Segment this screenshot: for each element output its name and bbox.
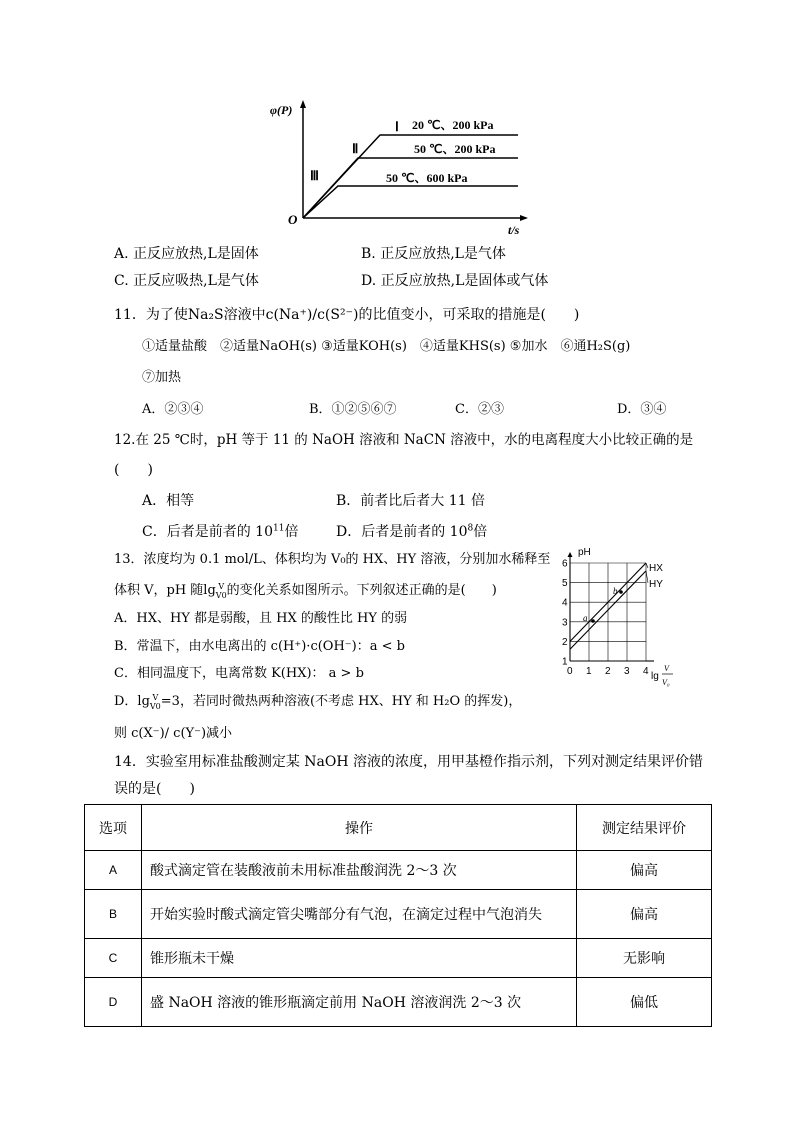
- q14-line1: 14．实验室用标准盐酸测定某 NaOH 溶液的浓度，用甲基橙作指示剂，下列对测定结果评价错: [114, 754, 703, 770]
- row-operation: 酸式滴定管在装酸液前未用标准盐酸润洗 2～3 次: [142, 851, 577, 890]
- q14-line2: 误的是( ): [114, 781, 195, 797]
- q12-option-c: C．后者是前者的 $10^{11}$倍: [142, 523, 299, 540]
- table-row: [85, 939, 712, 978]
- table-row: [85, 978, 712, 1027]
- curve-I-condition: 20 ℃、200 kPa: [412, 118, 494, 132]
- q13-option-d-line2: 则 c(X⁻)/ c(Y⁻)减小: [114, 726, 233, 741]
- row-evaluation: 偏高: [577, 890, 712, 939]
- y-tick-label: 3: [562, 617, 568, 629]
- row-operation: 开始实验时酸式滴定管尖嘴部分有气泡，在滴定过程中气泡消失: [142, 890, 577, 939]
- row-evaluation: 无影响: [577, 939, 712, 978]
- y-tick-label: 2: [562, 636, 568, 648]
- ph-dilution-chart: [560, 543, 675, 691]
- q11-option-b: B．①②⑤⑥⑦: [309, 402, 397, 417]
- phi-vs-time-figure: [268, 98, 530, 238]
- point-b-label: b: [613, 586, 618, 596]
- y-axis-label: φ(P): [270, 103, 293, 117]
- header-evaluation: 测定结果评价: [577, 805, 712, 851]
- row-evaluation: 偏低: [577, 978, 712, 1027]
- table-row: [85, 890, 712, 939]
- y-tick-label: 6: [562, 558, 568, 570]
- x-axis-title-den: V₀: [662, 678, 670, 687]
- q11-measures: ①适量盐酸 ②适量NaOH(s) ③适量KOH(s) ④适量KHS(s) ⑤加水 ⑥通H₂S(g): [142, 339, 631, 354]
- table-row: [85, 851, 712, 890]
- curve-III-mark: Ⅲ: [310, 168, 319, 183]
- series-label-hx: HX: [649, 563, 663, 574]
- x-tick-label: 3: [624, 666, 630, 677]
- q12-stem: 12.在 25 ℃时，pH 等于 11 的 NaOH 溶液和 NaCN 溶液中，水的电离程度大小比较正确的是: [114, 432, 694, 448]
- q13-line2: 体积 V，pH 随lg V V0 的变化关系如图所示。下列叙述正确的是( ): [114, 581, 497, 600]
- row-option: B: [85, 890, 142, 939]
- row-operation: 锥形瓶未干燥: [142, 939, 577, 978]
- curve-III: [303, 186, 518, 218]
- x-tick-label: 2: [605, 666, 611, 677]
- curve-II-mark: Ⅱ: [352, 141, 359, 156]
- point-b: [619, 590, 623, 594]
- q11-option-a: A．②③④: [142, 402, 204, 417]
- table-header-row: [85, 805, 712, 851]
- curve-III-condition: 50 ℃、600 kPa: [386, 171, 468, 185]
- q13-line1: 13．浓度均为 0.1 mol/L、体积均为 V₀的 HX、HY 溶液，分别加水稀释至: [114, 552, 551, 567]
- point-a: [591, 619, 595, 623]
- x-tick-label: 1: [586, 666, 592, 677]
- point-a-label: a: [583, 613, 588, 623]
- chart-ticks: [562, 559, 649, 678]
- y-tick-label: 5: [562, 578, 568, 590]
- x-axis-title-lg: lg: [651, 671, 659, 682]
- row-operation: 盛 NaOH 溶液的锥形瓶滴定前用 NaOH 溶液润洗 2～3 次: [142, 978, 577, 1027]
- q13-option-b: B．常温下，由水电离出的 c(H⁺)·c(OH⁻)：a < b: [114, 639, 405, 654]
- x-tick-label: 0: [567, 666, 573, 677]
- q12-blank: ( ): [114, 462, 153, 478]
- q10-option-a: A. 正反应放热,L是固体: [114, 246, 259, 262]
- q13-option-d: D．lg V V0 =3，若同时微热两种溶液(不考虑 HX、HY 和 H₂O 的挥发)，: [114, 692, 522, 711]
- y-axis-title: pH: [578, 547, 591, 558]
- y-tick-label: 1: [562, 656, 568, 668]
- x-axis-arrow: [520, 215, 528, 221]
- curve-II-condition: 50 ℃、200 kPa: [414, 142, 496, 156]
- x-tick-label: 4: [643, 666, 649, 677]
- row-option: C: [85, 939, 142, 978]
- q10-option-c: C. 正反应吸热,L是气体: [114, 273, 259, 289]
- row-option: D: [85, 978, 142, 1027]
- origin-label: O: [288, 212, 298, 227]
- q13-option-c: C．相同温度下，电离常数 K(HX)： a > b: [114, 666, 364, 681]
- q11-option-c: C．②③: [455, 402, 504, 417]
- series-label-hy: HY: [649, 579, 663, 590]
- q12-option-a: A．相等: [142, 493, 195, 509]
- curve-I-mark: Ⅰ: [395, 119, 399, 134]
- q11-measure-7: ⑦加热: [142, 370, 182, 385]
- row-evaluation: 偏高: [577, 851, 712, 890]
- row-option: A: [85, 851, 142, 890]
- q10-option-b: B. 正反应放热,L是气体: [361, 246, 506, 262]
- y-tick-label: 4: [562, 597, 568, 609]
- q10-option-d: D. 正反应放热,L是固体或气体: [361, 273, 549, 289]
- x-axis-label: t/s: [508, 223, 520, 237]
- q12-option-b: B．前者比后者大 11 倍: [336, 493, 486, 509]
- q13-option-a: A．HX、HY 都是弱酸，且 HX 的酸性比 HY 的弱: [114, 611, 408, 626]
- q12-option-d: D．后者是前者的 $10^8$倍: [336, 523, 488, 540]
- y-axis-arrow: [300, 100, 306, 108]
- x-axis-title-num: V: [664, 664, 669, 673]
- q11-stem: 11．为了使Na₂S溶液中c(Na⁺)/c(S²⁻)的比值变小，可采取的措施是( ): [114, 307, 580, 323]
- q13-fraction: V V0: [215, 581, 227, 600]
- chart-series: [570, 563, 648, 649]
- header-operation: 操作: [142, 805, 577, 851]
- header-option: 选项: [85, 805, 142, 851]
- q11-option-d: D．③④: [617, 402, 667, 417]
- y-axis-arrow: [568, 552, 573, 557]
- q13-d-fraction: V V0: [149, 692, 161, 711]
- evaluation-table: [84, 804, 712, 1027]
